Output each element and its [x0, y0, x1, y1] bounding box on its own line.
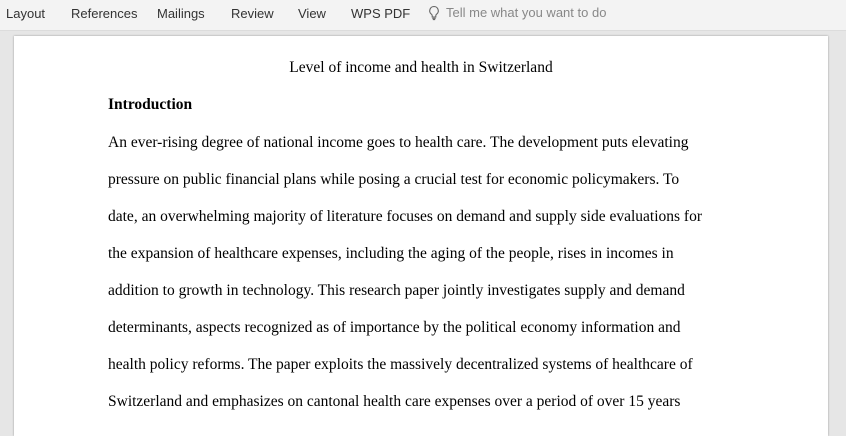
tab-mailings[interactable]: Mailings: [157, 6, 205, 21]
paragraph-line: determinants, aspects recognized as of importance by the political economy information and: [108, 319, 681, 336]
tab-layout[interactable]: Layout: [6, 6, 46, 21]
tab-review[interactable]: Review: [231, 6, 274, 21]
paragraph-line: An ever-rising degree of national income goes to health care. The development puts elevating: [108, 134, 689, 151]
tell-me-search[interactable]: [426, 5, 606, 21]
section-heading: Introduction: [108, 96, 193, 113]
document-title: Level of income and health in Switzerland: [289, 59, 553, 76]
lightbulb-icon: [426, 5, 442, 21]
tab-view[interactable]: View: [298, 6, 326, 21]
paragraph-line: addition to growth in technology. This research paper jointly investigates supply and demand: [108, 282, 685, 299]
document-canvas: [0, 31, 846, 409]
tab-wps-pdf[interactable]: WPS PDF: [351, 6, 411, 21]
document-page[interactable]: [14, 36, 828, 436]
paragraph-line: the expansion of healthcare expenses, including the aging of the people, rises in incomes in: [108, 245, 674, 262]
paragraph-line: Switzerland and emphasizes on cantonal health care expenses over a period of over 15 years: [108, 393, 681, 410]
tab-references[interactable]: References: [71, 6, 138, 21]
paragraph-line: health policy reforms. The paper exploits the massively decentralized systems of healthcare of: [108, 356, 693, 373]
paragraph-line: date, an overwhelming majority of literature focuses on demand and supply side evaluations for: [108, 208, 702, 225]
paragraph-line: pressure on public financial plans while posing a crucial test for economic policymakers. To: [108, 171, 680, 188]
ribbon-tab-bar: [0, 0, 846, 31]
tell-me-placeholder: Tell me what you want to do: [446, 5, 607, 20]
